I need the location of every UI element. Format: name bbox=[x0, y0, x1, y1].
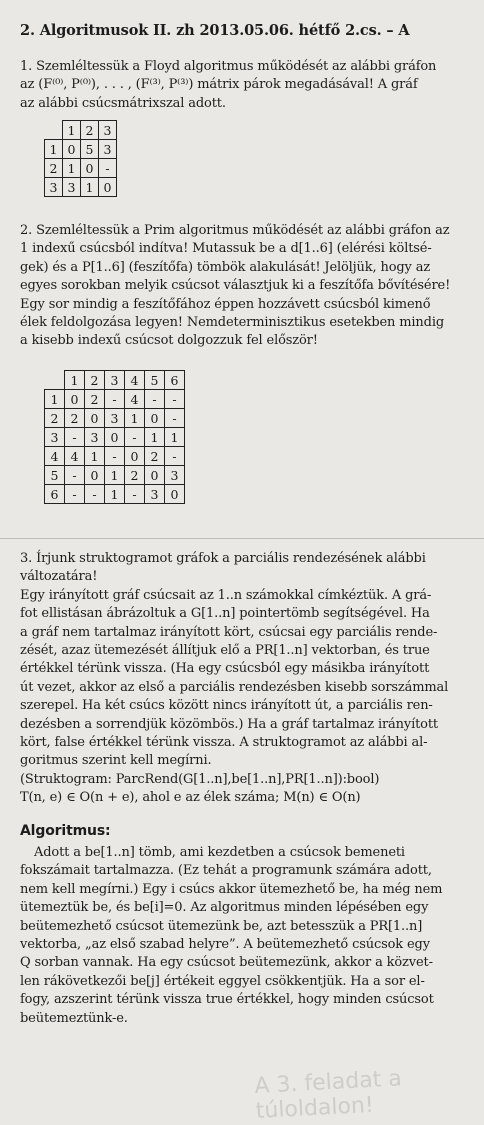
matrix-column-header: 1 bbox=[65, 371, 85, 390]
prim-adjacency-matrix bbox=[44, 370, 185, 504]
matrix-row bbox=[45, 428, 185, 447]
matrix-cell: 0 bbox=[145, 466, 165, 485]
matrix-cell: - bbox=[65, 428, 85, 447]
matrix-cell: 0 bbox=[145, 409, 165, 428]
matrix-column-header: 2 bbox=[81, 121, 99, 140]
task3-paragraph bbox=[20, 550, 472, 808]
matrix-row bbox=[45, 159, 117, 178]
matrix-cell: 4 bbox=[65, 447, 85, 466]
matrix-cell: 0 bbox=[63, 140, 81, 159]
task3-line-2: változatára! bbox=[20, 569, 98, 585]
matrix-corner bbox=[45, 371, 65, 390]
matrix-cell: 2 bbox=[85, 390, 105, 409]
matrix-row-header: 6 bbox=[45, 485, 65, 504]
matrix-cell: 0 bbox=[85, 409, 105, 428]
bleed-through-footer: A 3. feladat a túloldalon! bbox=[253, 1066, 403, 1124]
matrix-cell: 1 bbox=[81, 178, 99, 197]
algorithm-line-7: Q sorban vannak. Ha egy csúcsot beütemezünk, akkor a közvet- bbox=[20, 955, 433, 971]
matrix-cell: 1 bbox=[125, 409, 145, 428]
matrix-cell: 1 bbox=[165, 428, 185, 447]
matrix-cell: 3 bbox=[85, 428, 105, 447]
algorithm-line-1: Adott a be[1..n] tömb, ami kezdetben a csúcsok bemeneti bbox=[34, 845, 405, 860]
task1-line-2: az (F⁽⁰⁾, P⁽⁰⁾), . . . , (F⁽³⁾, P⁽³⁾) mátrix párok megadásával! A gráf bbox=[20, 77, 418, 93]
matrix-cell: 2 bbox=[125, 466, 145, 485]
matrix-row-header: 3 bbox=[45, 178, 63, 197]
task3-line-7: értékkel térünk vissza. (Ha egy csúcsból egy másikba irányított bbox=[20, 661, 430, 677]
task3-line-12: goritmus szerint kell megírni. bbox=[20, 753, 212, 769]
matrix-column-header: 2 bbox=[85, 371, 105, 390]
task3-line-9: szerepel. Ha két csúcs között nincs irányított út, a parciális ren- bbox=[20, 698, 433, 714]
task3-line-3: Egy irányított gráf csúcsait az 1..n számokkal címkéztük. A grá- bbox=[20, 587, 432, 603]
matrix-cell: 3 bbox=[63, 178, 81, 197]
matrix-row bbox=[45, 178, 117, 197]
matrix-row-header: 2 bbox=[45, 159, 63, 178]
matrix-cell: - bbox=[105, 447, 125, 466]
matrix-row-header: 2 bbox=[45, 409, 65, 428]
matrix-column-header: 3 bbox=[105, 371, 125, 390]
task3-line-6: zését, azaz ütemezését állítjuk elő a PR[1..n] vektorban, és true bbox=[20, 643, 430, 659]
matrix-cell: - bbox=[125, 428, 145, 447]
matrix-row bbox=[45, 390, 185, 409]
task3-line-14: T(n, e) ∈ O(n + e), ahol e az élek száma; M(n) ∈ O(n) bbox=[20, 790, 361, 806]
floyd-adjacency-matrix bbox=[44, 120, 117, 197]
task2-line-4: egyes sorokban melyik csúcsot választjuk ki a feszítőfa bővítésére! bbox=[20, 278, 451, 294]
matrix-cell: 3 bbox=[99, 140, 117, 159]
section-divider bbox=[0, 538, 484, 539]
matrix-row bbox=[45, 447, 185, 466]
matrix-column-header: 6 bbox=[165, 371, 185, 390]
matrix-cell: 1 bbox=[105, 466, 125, 485]
matrix-row-header: 5 bbox=[45, 466, 65, 485]
matrix-cell: 5 bbox=[81, 140, 99, 159]
matrix-cell: - bbox=[105, 390, 125, 409]
matrix-cell: 0 bbox=[99, 178, 117, 197]
matrix-cell: 1 bbox=[63, 159, 81, 178]
algorithm-line-10: beütemeztünk-e. bbox=[20, 1010, 128, 1026]
matrix-cell: 4 bbox=[125, 390, 145, 409]
matrix-row-header: 1 bbox=[45, 140, 63, 159]
matrix-row bbox=[45, 485, 185, 504]
matrix-cell: 3 bbox=[105, 409, 125, 428]
matrix-cell: - bbox=[165, 447, 185, 466]
matrix-column-header: 3 bbox=[99, 121, 117, 140]
matrix-cell: - bbox=[99, 159, 117, 178]
matrix-cell: - bbox=[65, 485, 85, 504]
matrix-cell: - bbox=[165, 409, 185, 428]
matrix-row bbox=[45, 466, 185, 485]
matrix-cell: 3 bbox=[145, 485, 165, 504]
task3-line-11: kört, false értékkel térünk vissza. A struktogramot az alábbi al- bbox=[20, 735, 428, 751]
matrix-corner bbox=[45, 121, 63, 140]
algorithm-heading: Algoritmus: bbox=[20, 823, 111, 839]
matrix-cell: 0 bbox=[165, 485, 185, 504]
task1-paragraph bbox=[20, 58, 472, 113]
task2-line-7: a kisebb indexű csúcsot dolgozzuk fel először! bbox=[20, 333, 318, 349]
algorithm-line-6: vektorba, „az első szabad helyre”. A beütemezhető csúcsok egy bbox=[20, 937, 430, 953]
matrix-cell: 0 bbox=[85, 466, 105, 485]
task1-line-1: 1. Szemléltessük a Floyd algoritmus működését az alábbi gráfon bbox=[20, 59, 437, 74]
task3-line-10: dezésben a sorrendjük közömbös.) Ha a gráf tartalmaz irányított bbox=[20, 716, 438, 732]
matrix-cell: 0 bbox=[65, 390, 85, 409]
matrix-cell: 3 bbox=[165, 466, 185, 485]
task3-line-5: a gráf nem tartalmaz irányított kört, csúcsai egy parciális rende- bbox=[20, 624, 438, 640]
task3-line-13: (Struktogram: ParcRend(G[1..n],be[1..n],PR[1..n]):bool) bbox=[20, 771, 380, 787]
matrix-cell: - bbox=[85, 485, 105, 504]
task2-paragraph bbox=[20, 222, 472, 351]
task2-line-2: 1 indexű csúcsból indítva! Mutassuk be a d[1..6] (elérési költsé- bbox=[20, 241, 432, 257]
algorithm-line-2: fokszámait tartalmazza. (Ez tehát a programunk számára adott, bbox=[20, 863, 432, 879]
matrix-column-header: 5 bbox=[145, 371, 165, 390]
algorithm-line-5: beütemezhető csúcsot ütemezünk be, azt betesszük a PR[1..n] bbox=[20, 918, 423, 934]
matrix-row bbox=[45, 409, 185, 428]
matrix-cell: - bbox=[165, 390, 185, 409]
algorithm-line-9: fogy, azszerint térünk vissza true értékkel, hogy minden csúcsot bbox=[20, 992, 434, 1008]
matrix-cell: 2 bbox=[65, 409, 85, 428]
task2-line-3: gek) és a P[1..6] (feszítőfa) tömbök alakulását! Jelöljük, hogy az bbox=[20, 259, 431, 275]
task3-line-4: fot ellistásan ábrázoltuk a G[1..n] pointertömb segítségével. Ha bbox=[20, 606, 430, 622]
algorithm-line-8: len rákövetkezői be[j] értékeit eggyel csökkentjük. Ha a sor el- bbox=[20, 973, 425, 989]
matrix-cell: 0 bbox=[125, 447, 145, 466]
task1-line-3: az alábbi csúcsmátrixszal adott. bbox=[20, 95, 226, 111]
matrix-row-header: 4 bbox=[45, 447, 65, 466]
algorithm-paragraph bbox=[20, 844, 472, 1028]
page-title: 2. Algoritmusok II. zh 2013.05.06. hétfő 2.cs. – A bbox=[20, 22, 410, 39]
task3-line-8: út vezet, akkor az első a parciális rendezésben kisebb sorszámmal bbox=[20, 679, 449, 695]
matrix-cell: 1 bbox=[85, 447, 105, 466]
matrix-column-header: 1 bbox=[63, 121, 81, 140]
task2-line-5: Egy sor mindig a feszítőfához éppen hozzávett csúcsból kimenő bbox=[20, 296, 431, 312]
matrix-cell: 0 bbox=[81, 159, 99, 178]
matrix-cell: - bbox=[65, 466, 85, 485]
task2-line-6: élek feldolgozása legyen! Nemdeterminisztikus esetekben mindig bbox=[20, 315, 445, 331]
matrix-row bbox=[45, 140, 117, 159]
matrix-row-header: 1 bbox=[45, 390, 65, 409]
matrix-column-header: 4 bbox=[125, 371, 145, 390]
matrix-cell: - bbox=[145, 390, 165, 409]
matrix-cell: 0 bbox=[105, 428, 125, 447]
matrix-cell: 1 bbox=[105, 485, 125, 504]
task3-line-1: 3. Írjunk struktogramot gráfok a parciális rendezésének alábbi bbox=[20, 551, 426, 566]
algorithm-line-4: ütemeztük be, és be[i]=0. Az algoritmus minden lépésében egy bbox=[20, 900, 429, 916]
matrix-row-header: 3 bbox=[45, 428, 65, 447]
matrix-cell: - bbox=[125, 485, 145, 504]
matrix-cell: 1 bbox=[145, 428, 165, 447]
algorithm-line-3: nem kell megírni.) Egy i csúcs akkor ütemezhető be, ha még nem bbox=[20, 881, 443, 897]
matrix-cell: 2 bbox=[145, 447, 165, 466]
task2-line-1: 2. Szemléltessük a Prim algoritmus működését az alábbi gráfon az bbox=[20, 223, 450, 238]
